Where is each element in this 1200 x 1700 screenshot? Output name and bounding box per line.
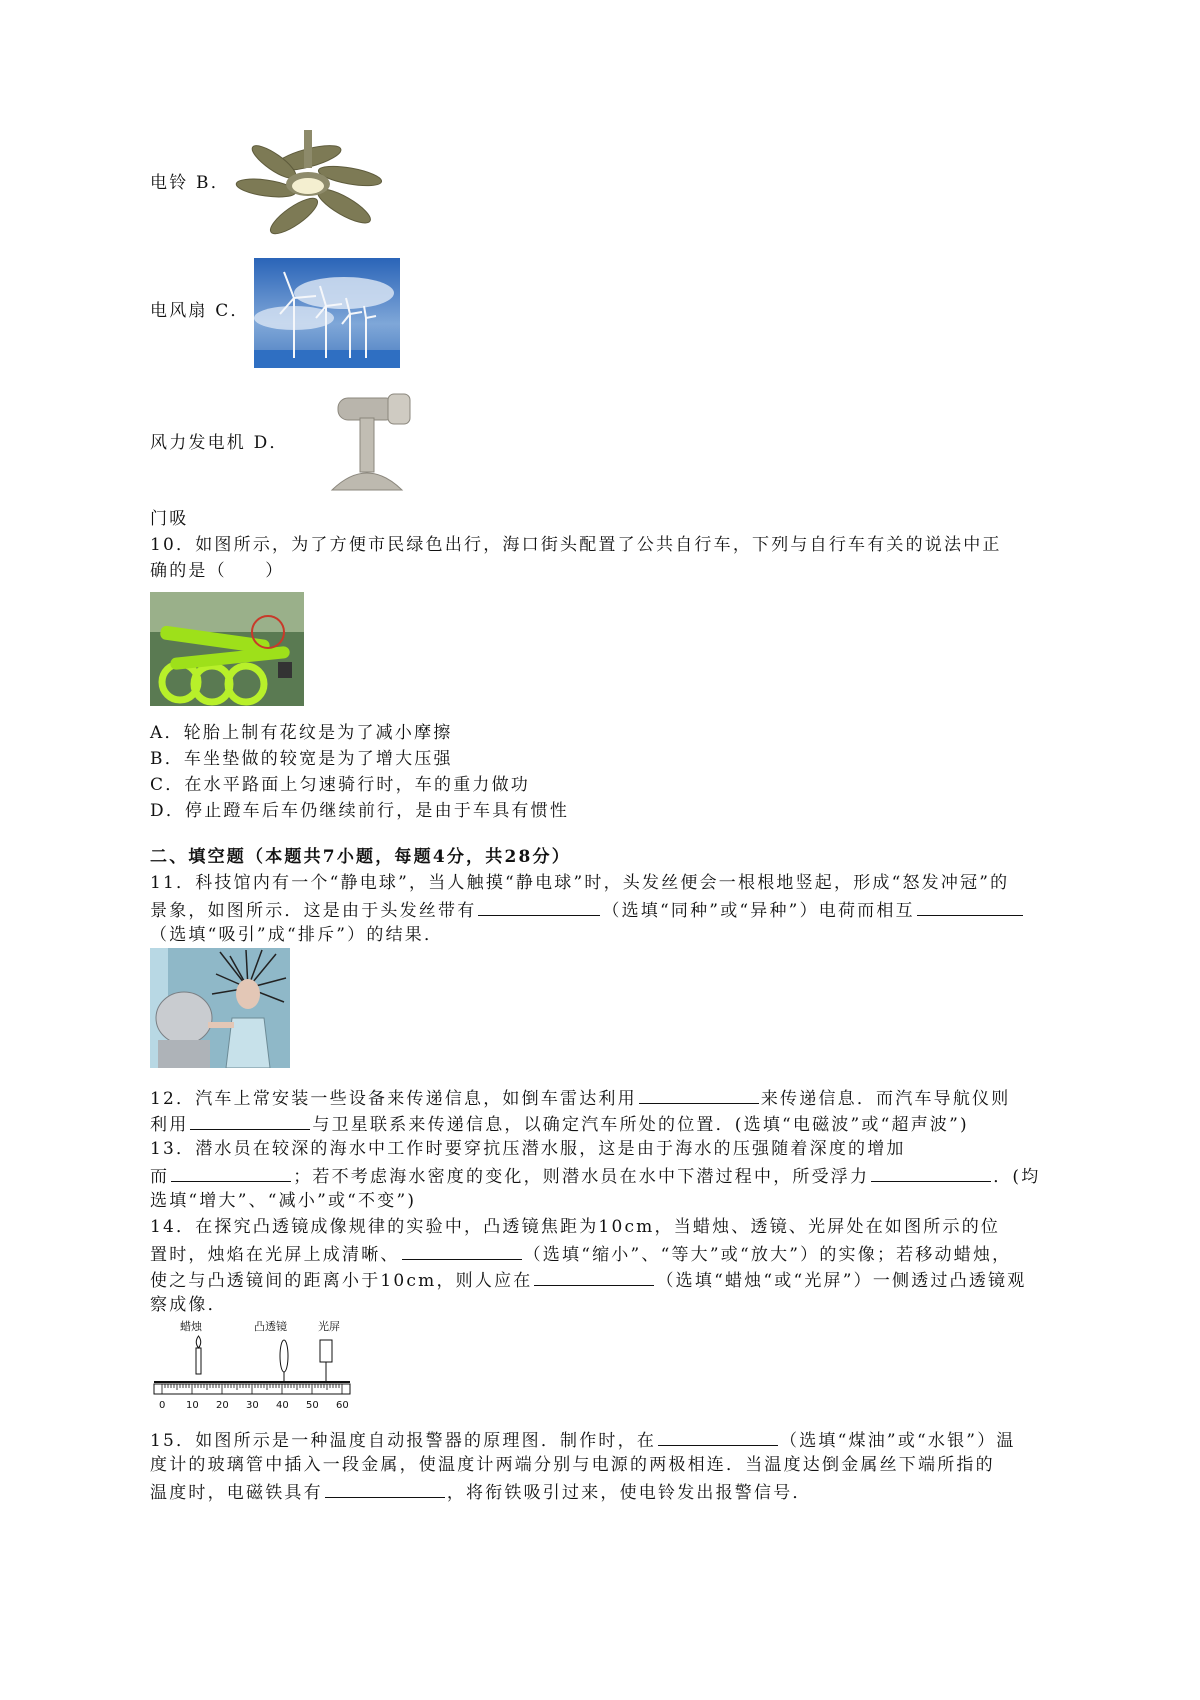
q14-line1: 14．在探究凸透镜成像规律的实验中，凸透镜焦距为10cm，当蜡烛、透镜、光屏处在如图所示的位 — [150, 1217, 1001, 1237]
ruler-label: 30 — [246, 1400, 259, 1411]
q13-text-a: 而 — [150, 1167, 170, 1187]
static-ball-image — [150, 948, 290, 1068]
option-row-b: 电铃 B． — [150, 173, 230, 193]
section2-heading: 二、填空题（本题共7小题，每题4分，共28分） — [150, 847, 571, 867]
q14-line4: 察成像． — [150, 1295, 227, 1315]
q12-line2 — [150, 1112, 969, 1136]
q12-text-d: 与卫星联系来传递信息，以确定汽车所处的位置．(选填“电磁波”或“超声波”) — [312, 1115, 969, 1135]
option-row-d: 风力发电机 D． — [150, 433, 289, 453]
q10-option-d: D．停止蹬车后车仍继续前行，是由于车具有惯性 — [150, 801, 570, 821]
q12-blank-1[interactable] — [639, 1086, 759, 1104]
q14-text-c: 使之与凸透镜间的距离小于10cm，则人应在 — [150, 1271, 533, 1291]
q12-text-a: 12．汽车上常安装一些设备来传递信息，如倒车雷达利用 — [150, 1089, 637, 1109]
q11-text-b: （选填“同种”或“异种”）电荷而相互 — [602, 901, 915, 921]
q12-text-b: 来传递信息．而汽车导航仪则 — [760, 1089, 1011, 1109]
q10-option-c: C．在水平路面上匀速骑行时，车的重力做功 — [150, 775, 531, 795]
q13-text-b: ；若不考虑海水密度的变化，则潜水员在水中下潜过程中，所受浮力 — [293, 1167, 870, 1187]
option-row-c: 电风扇 C． — [150, 301, 250, 321]
q15-text-d: ，将衔铁吸引过来，使电铃发出报警信号． — [446, 1483, 812, 1503]
q11-line3: （选填“吸引”成“排斥”）的结果． — [150, 925, 444, 945]
q13-text-c: ．(均 — [993, 1167, 1041, 1187]
q15-line1 — [150, 1428, 1016, 1452]
ruler-label: 50 — [306, 1400, 319, 1411]
q14-blank-1[interactable] — [402, 1242, 522, 1260]
ruler-label: 0 — [159, 1400, 166, 1411]
q14-text-a: 置时，烛焰在光屏上成清晰、 — [150, 1245, 400, 1265]
q14-blank-2[interactable] — [534, 1268, 654, 1286]
q15-blank-1[interactable] — [658, 1428, 778, 1446]
q15-blank-2[interactable] — [325, 1480, 445, 1498]
q14-line2 — [150, 1242, 1011, 1266]
q14-line3 — [150, 1268, 1026, 1292]
q11-line2 — [150, 898, 1025, 922]
q11-blank-2[interactable] — [917, 898, 1023, 916]
q12-text-c: 利用 — [150, 1115, 189, 1135]
q10-option-b: B．车坐垫做的较宽是为了增大压强 — [150, 749, 453, 769]
q10-stem-line2: 确的是（ ） — [150, 561, 285, 581]
candle-label: 蜡烛 — [180, 1320, 202, 1333]
bicycles-image — [150, 592, 304, 706]
screen-label: 光屏 — [318, 1320, 340, 1333]
ceiling-fan-image — [232, 128, 384, 236]
q11-blank-1[interactable] — [478, 898, 600, 916]
ruler-label: 40 — [276, 1400, 289, 1411]
ruler-label: 10 — [186, 1400, 199, 1411]
q13-line2 — [150, 1164, 1040, 1188]
q11-line1: 11．科技馆内有一个“静电球”，当人触摸“静电球”时，头发丝便会一根根地竖起，形成“怒发冲冠”的 — [150, 873, 1010, 893]
q15-line2: 度计的玻璃管中插入一段金属，使温度计两端分别与电源的两极相连．当温度达倒金属丝下端所指的 — [150, 1455, 995, 1475]
q13-blank-1[interactable] — [171, 1164, 291, 1182]
q15-text-b: （选填“煤油”或“水银”）温 — [780, 1431, 1016, 1451]
q13-line1: 13．潜水员在较深的海水中工作时要穿抗压潜水服，这是由于海水的压强随着深度的增加 — [150, 1139, 906, 1159]
doorstop-label: 门吸 — [150, 509, 189, 529]
q12-blank-2[interactable] — [190, 1112, 310, 1130]
wind-turbines-image — [254, 258, 400, 368]
q10-option-a: A．轮胎上制有花纹是为了减小摩擦 — [150, 723, 453, 743]
ruler-label: 20 — [216, 1400, 229, 1411]
q15-text-c: 温度时，电磁铁具有 — [150, 1483, 323, 1503]
q11-text-a: 景象，如图所示．这是由于头发丝带有 — [150, 901, 477, 921]
q12-line1 — [150, 1086, 1010, 1110]
optical-bench-diagram — [150, 1318, 360, 1418]
q13-blank-2[interactable] — [871, 1164, 991, 1182]
q14-text-b: （选填“缩小”、“等大”或“放大”）的实像；若移动蜡烛， — [523, 1245, 1012, 1265]
lens-label: 凸透镜 — [254, 1320, 287, 1333]
door-stopper-image — [302, 386, 442, 498]
q13-line3: 选填“增大”、“减小”或“不变”) — [150, 1191, 417, 1211]
q14-text-d: （选填“蜡烛“或“光屏”）一侧透过凸透镜观 — [656, 1271, 1027, 1291]
q15-text-a: 15．如图所示是一种温度自动报警器的原理图．制作时，在 — [150, 1431, 657, 1451]
q15-line3 — [150, 1480, 812, 1504]
q10-stem-line1: 10．如图所示，为了方便市民绿色出行，海口街头配置了公共自行车，下列与自行车有关的说法中正 — [150, 535, 1002, 555]
ruler-label: 60 — [336, 1400, 349, 1411]
